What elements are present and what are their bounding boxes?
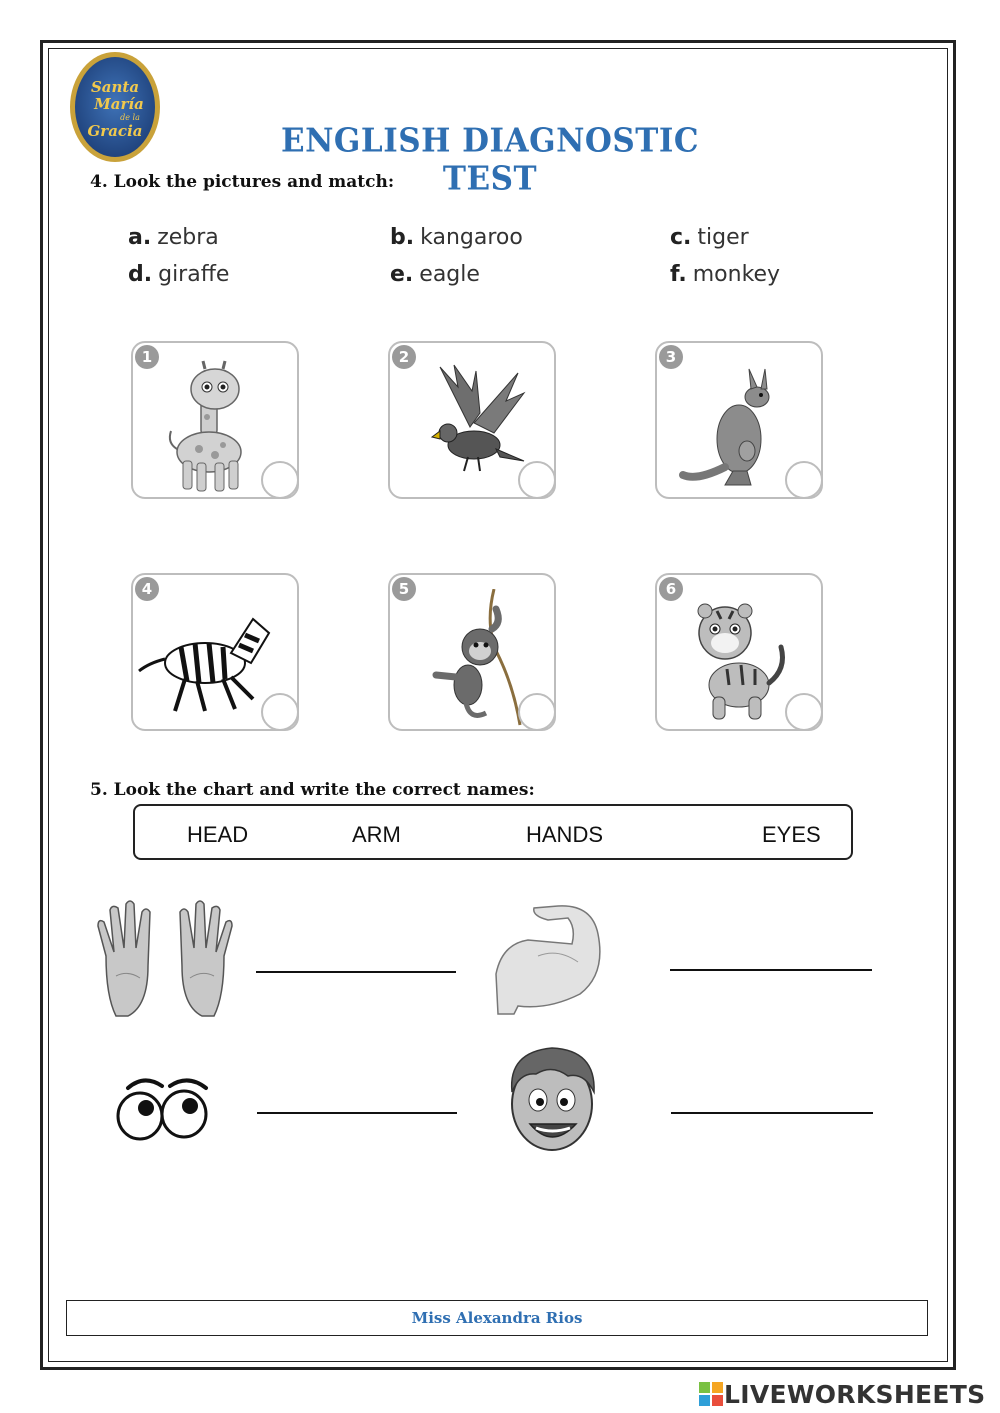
tiger-icon	[677, 589, 797, 729]
answer-line-hands[interactable]	[256, 971, 456, 973]
hands-icon	[92, 896, 238, 1026]
picture-card-6	[655, 573, 823, 731]
card-number: 4	[135, 577, 159, 601]
liveworksheets-brand[interactable]	[698, 1378, 985, 1410]
teacher-name-footer: Miss Alexandra Rios	[66, 1300, 928, 1336]
monkey-icon	[410, 589, 530, 729]
eagle-icon	[410, 357, 530, 497]
page-title: ENGLISH DIAGNOSTIC TEST	[280, 122, 700, 198]
answer-circle-1[interactable]	[261, 461, 299, 499]
option-c: c. tiger	[670, 225, 749, 250]
word-bank	[133, 804, 853, 860]
word-bank-eyes: EYES	[762, 822, 821, 847]
picture-card-4	[131, 573, 299, 731]
zebra-icon	[135, 593, 275, 723]
answer-circle-4[interactable]	[261, 693, 299, 731]
option-a: a. zebra	[128, 225, 219, 250]
answer-circle-6[interactable]	[785, 693, 823, 731]
answer-circle-3[interactable]	[785, 461, 823, 499]
logo-line-2: María	[94, 95, 144, 113]
option-e: e. eagle	[390, 262, 480, 287]
card-number: 2	[392, 345, 416, 369]
head-icon	[500, 1042, 604, 1158]
answer-circle-5[interactable]	[518, 693, 556, 731]
card-number: 5	[392, 577, 416, 601]
picture-card-2	[388, 341, 556, 499]
school-logo	[68, 50, 162, 164]
answer-line-arm[interactable]	[670, 969, 872, 971]
q5-instruction: 5. Look the chart and write the correct names:	[90, 780, 535, 800]
option-d: d. giraffe	[128, 262, 230, 287]
card-number: 1	[135, 345, 159, 369]
word-bank-head: HEAD	[187, 822, 249, 847]
answer-line-head[interactable]	[671, 1112, 873, 1114]
q4-instruction: 4. Look the pictures and match:	[90, 172, 395, 192]
kangaroo-icon	[677, 357, 797, 497]
answer-circle-2[interactable]	[518, 461, 556, 499]
eyes-icon	[112, 1072, 212, 1144]
giraffe-icon	[153, 357, 273, 497]
logo-line-3: de la	[120, 113, 140, 122]
word-bank-hands: HANDS	[526, 822, 604, 847]
liveworksheets-logo-icon	[698, 1381, 724, 1407]
picture-card-1	[131, 341, 299, 499]
card-number: 3	[659, 345, 683, 369]
arm-icon	[488, 904, 618, 1016]
answer-line-eyes[interactable]	[257, 1112, 457, 1114]
picture-card-5	[388, 573, 556, 731]
picture-card-3	[655, 341, 823, 499]
brand-name: LIVEWORKSHEETS	[724, 1379, 986, 1409]
option-b: b. kangaroo	[390, 225, 523, 250]
word-bank-arm: ARM	[352, 822, 401, 847]
logo-line-1: Santa	[90, 78, 140, 96]
option-f: f. monkey	[670, 262, 781, 287]
card-number: 6	[659, 577, 683, 601]
logo-line-4: Gracia	[87, 122, 143, 140]
